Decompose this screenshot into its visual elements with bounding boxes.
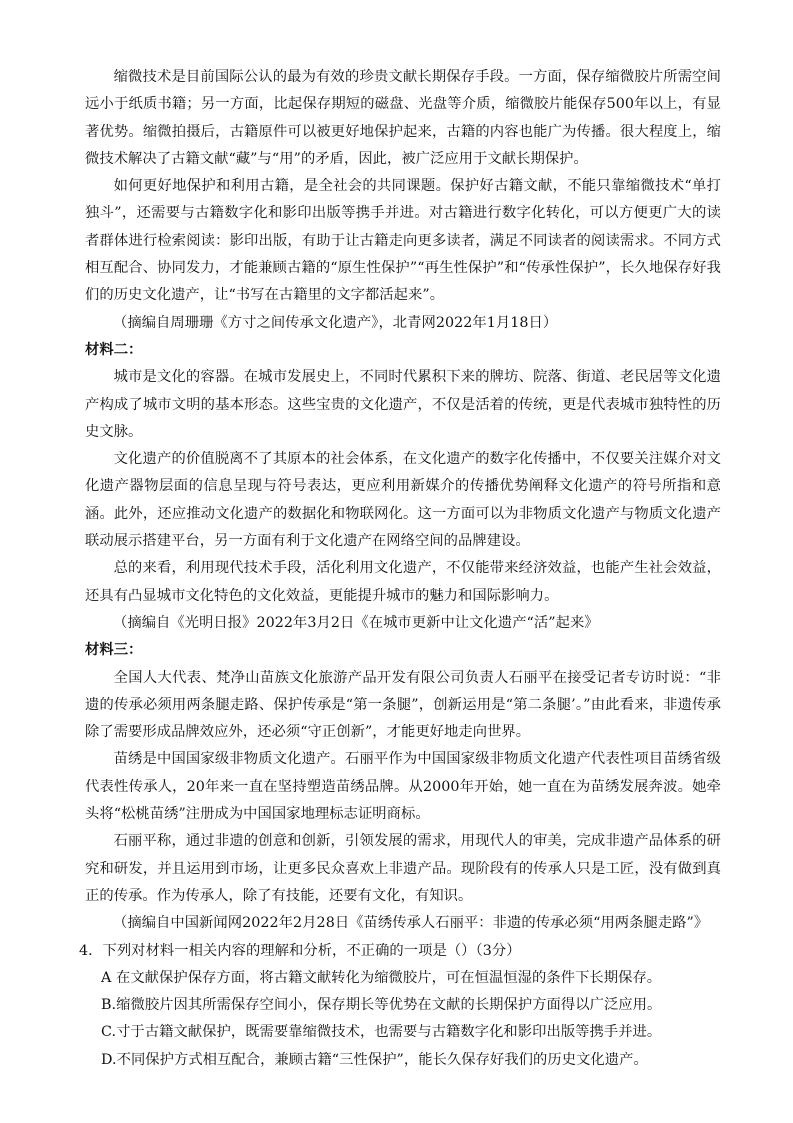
material3-paragraph-2: 苗绣是中国国家级非物质文化遗产。石丽平作为中国国家级非物质文化遗产代表性项目苗绣省级代表性传承人，20年来一直在坚持塑造苗绣品牌。从2000年开始，她一直在为苗绣发展奔波。她牵头将“松桃苗绣”注册成为中国国家地理标志证明商标。	[85, 751, 721, 823]
material2-paragraph-2: 文化遗产的价值脱离不了其原本的社会体系，在文化遗产的数字化传播中，不仅要关注媒介对文化遗产器物层面的信息呈现与符号表达，更应利用新媒介的传播优势阐释文化遗产的符号所指和意涵。此外，还应推动文化遗产的数据化和物联网化。这一方面可以为非物质文化遗产与物质文化遗产联动展示搭建平台，另一方面有利于文化遗产在网络空间的品牌建设。	[85, 451, 721, 550]
material1-paragraph-1: 缩微技术是目前国际公认的最为有效的珍贵文献长期保存手段。一方面，保存缩微胶片所需空间远小于纸质书籍；另一方面，比起保存期短的磁盘、光盘等介质，缩微胶片能保存500年以上，有显著优势。缩微拍摄后，古籍原件可以被更好地保护起来，古籍的内容也能广为传播。很大程度上，缩微技术解决了古籍文献“藏”与“用”的矛盾，因此，被广泛应用于文献长期保护。	[85, 69, 721, 167]
material2-source: （摘编自《光明日报》2022年3月2日《在城市更新中让文化遗产“活”起来》	[113, 614, 599, 631]
question-option-d: D.不同保护方式相互配合，兼顾古籍“三性保护”，能长久保存好我们的历史文化遗产。	[101, 1051, 648, 1068]
material2-paragraph-3: 总的来看，利用现代技术手段，活化利用文化遗产，不仅能带来经济效益，也能产生社会效益，还具有凸显城市文化特色的文化效益，更能提升城市的魅力和国际影响力。	[85, 560, 721, 604]
document-content	[79, 64, 721, 1074]
material3-source: （摘编自中国新闻网2022年2月28日《苗绣传承人石丽平：非遗的传承必须“用两条腿走路”》	[113, 915, 709, 932]
question-option-b: B.缩微胶片因其所需保存空间小，保存期长等优势在文献的长期保护方面得以广泛应用。	[101, 997, 662, 1014]
question-option-a: A 在文献保护保存方面，将古籍文献转化为缩微胶片，可在恒温恒湿的条件下长期保存。	[101, 969, 662, 986]
material3-heading: 材料三：	[85, 642, 143, 659]
material2-heading: 材料二：	[85, 341, 143, 358]
material1-source: （摘编自周珊珊《方寸之间传承文化遗产》，北青网2022年1月18日）	[113, 314, 558, 331]
material3-paragraph-1: 全国人大代表、梵净山苗族文化旅游产品开发有限公司负责人石丽平在接受记者专访时说：“非遗的传承必须用两条腿走路、保护传承是“第一条腿”，创新运用是“第二条腿’。”由此看来，非遗传承除了需要形成品牌效应外，还必须“守正创新”，才能更好地走向世界。	[85, 669, 721, 741]
material1-paragraph-2: 如何更好地保护和利用古籍，是全社会的共同课题。保护好古籍文献，不能只靠缩微技术“单打独斗”，还需要与古籍数字化和影印出版等携手并进。对古籍进行数字化转化，可以方便更广大的读者群体进行检索阅读：影印出版，有助于让古籍走向更多读者，满足不同读者的阅读需求。不同方式相互配合、协同发力，才能兼顾古籍的“原生性保护”“再生性保护”和“传承性保护”，长久地保存好我们的历史文化遗产，让“书写在古籍里的文字都活起来”。	[85, 178, 721, 304]
question-option-c: C.寸于古籍文献保护，既需要靠缩微技术，也需要与古籍数字化和影印出版等携手并进。	[101, 1024, 662, 1041]
question-stem: 4．下列对材料一相关内容的理解和分析，不正确的一项是（）（3分）	[79, 942, 521, 959]
material3-paragraph-3: 石丽平称，通过非遗的创意和创新，引领发展的需求，用现代人的审美，完成非遗产品体系的研究和研发，并且运用到市场，让更多民众喜欢上非遗产品。现阶段有的传承人只是工匠，没有做到真正的传承。作为传承人，除了有技能，还要有文化，有知识。	[85, 833, 721, 904]
material2-paragraph-1: 城市是文化的容器。在城市发展史上，不同时代累积下来的牌坊、院落、街道、老民居等文化遗产构成了城市文明的基本形态。这些宝贵的文化遗产，不仅是活着的传统，更是代表城市独特性的历史文脉。	[85, 369, 721, 440]
